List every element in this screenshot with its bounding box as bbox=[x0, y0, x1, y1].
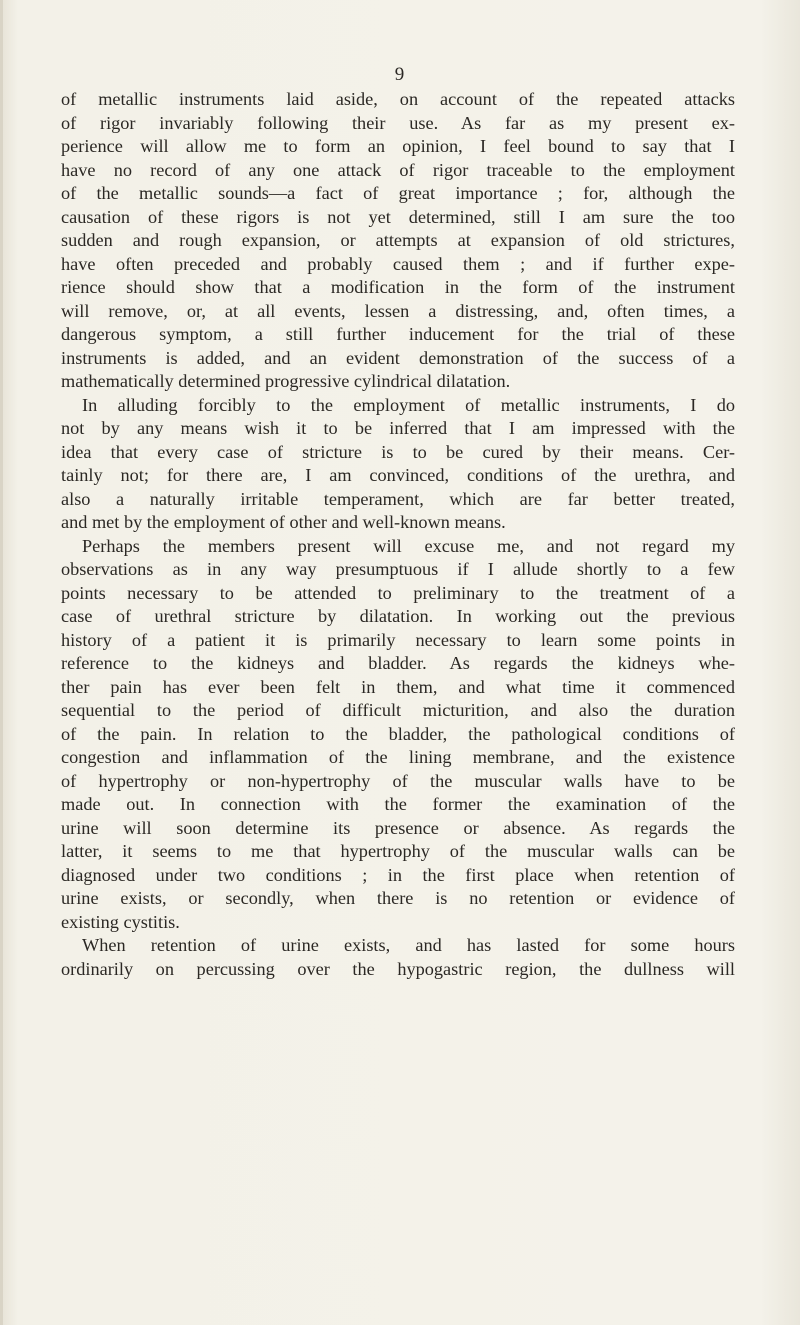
text-line: of the pain. In relation to the bladder, the pathological conditions of bbox=[61, 723, 735, 744]
text-line: rience should show that a modification in the form of the instrument bbox=[61, 277, 735, 297]
paragraph bbox=[61, 88, 735, 394]
text-line: ther pain has ever been felt in them, and what time it commenced bbox=[61, 676, 735, 697]
text-line: of rigor invariably following their use. As far as my present ex- bbox=[61, 112, 735, 133]
text-line: urine will soon determine its presence or absence. As regards the bbox=[61, 817, 735, 838]
text-line: of the metallic sounds—a fact of great importance ; for, although the bbox=[61, 183, 735, 203]
text-line: dangerous symptom, a still further inducement for the trial of these bbox=[61, 324, 735, 344]
text-line: ordinarily on percussing over the hypogastric region, the dullness will bbox=[61, 958, 735, 979]
text-line: of hypertrophy or non-hypertrophy of the muscular walls have to be bbox=[61, 770, 735, 791]
text-line: have no record of any one attack of rigor traceable to the employment bbox=[61, 159, 735, 180]
text-line: In alluding forcibly to the employment of metallic instruments, I do bbox=[82, 394, 735, 415]
paragraph bbox=[61, 394, 735, 535]
text-line: observations as in any way presumptuous if I allude shortly to a few bbox=[61, 559, 735, 579]
text-line: perience will allow me to form an opinion, I feel bound to say that I bbox=[61, 136, 735, 156]
page-gutter-shadow bbox=[0, 0, 3, 1325]
paragraph bbox=[61, 535, 735, 935]
text-line: latter, it seems to me that hypertrophy of the muscular walls can be bbox=[61, 841, 735, 861]
text-line: sudden and rough expansion, or attempts at expansion of old strictures, bbox=[61, 230, 735, 250]
text-line: history of a patient it is primarily necessary to learn some points in bbox=[61, 629, 735, 650]
text-line: congestion and inflammation of the lining membrane, and the existence bbox=[61, 747, 735, 767]
text-line: and met by the employment of other and well-known means. bbox=[61, 512, 506, 532]
text-line: tainly not; for there are, I am convinced, conditions of the urethra, and bbox=[61, 465, 735, 485]
text-line: points necessary to be attended to preliminary to the treatment of a bbox=[61, 582, 735, 603]
text-line: will remove, or, at all events, lessen a distressing, and, often times, a bbox=[61, 300, 735, 321]
text-line: have often preceded and probably caused them ; and if further expe- bbox=[61, 253, 735, 274]
text-line: reference to the kidneys and bladder. As regards the kidneys whe- bbox=[61, 653, 735, 673]
text-line: existing cystitis. bbox=[61, 911, 180, 932]
text-line: not by any means wish it to be inferred that I am impressed with the bbox=[61, 418, 735, 438]
text-line: urine exists, or secondly, when there is no retention or evidence of bbox=[61, 888, 735, 908]
text-line: Perhaps the members present will excuse me, and not regard my bbox=[82, 535, 735, 556]
body-text bbox=[61, 88, 735, 981]
text-line: idea that every case of stricture is to be cured by their means. Cer- bbox=[61, 441, 735, 462]
page-number: 9 bbox=[394, 64, 406, 85]
text-line: mathematically determined progressive cylindrical dilatation. bbox=[61, 371, 511, 391]
text-line: sequential to the period of difficult micturition, and also the duration bbox=[61, 700, 735, 720]
text-line: causation of these rigors is not yet determined, still I am sure the too bbox=[61, 206, 735, 227]
text-line: of metallic instruments laid aside, on account of the repeated attacks bbox=[61, 89, 735, 109]
text-line: diagnosed under two conditions ; in the first place when retention of bbox=[61, 864, 735, 885]
text-line: When retention of urine exists, and has lasted for some hours bbox=[82, 935, 735, 955]
paragraph bbox=[61, 934, 735, 981]
text-line: case of urethral stricture by dilatation. In working out the previous bbox=[61, 606, 735, 626]
text-line: made out. In connection with the former the examination of the bbox=[61, 794, 735, 814]
text-line: instruments is added, and an evident demonstration of the success of a bbox=[61, 347, 735, 368]
text-line: also a naturally irritable temperament, which are far better treated, bbox=[61, 488, 735, 509]
